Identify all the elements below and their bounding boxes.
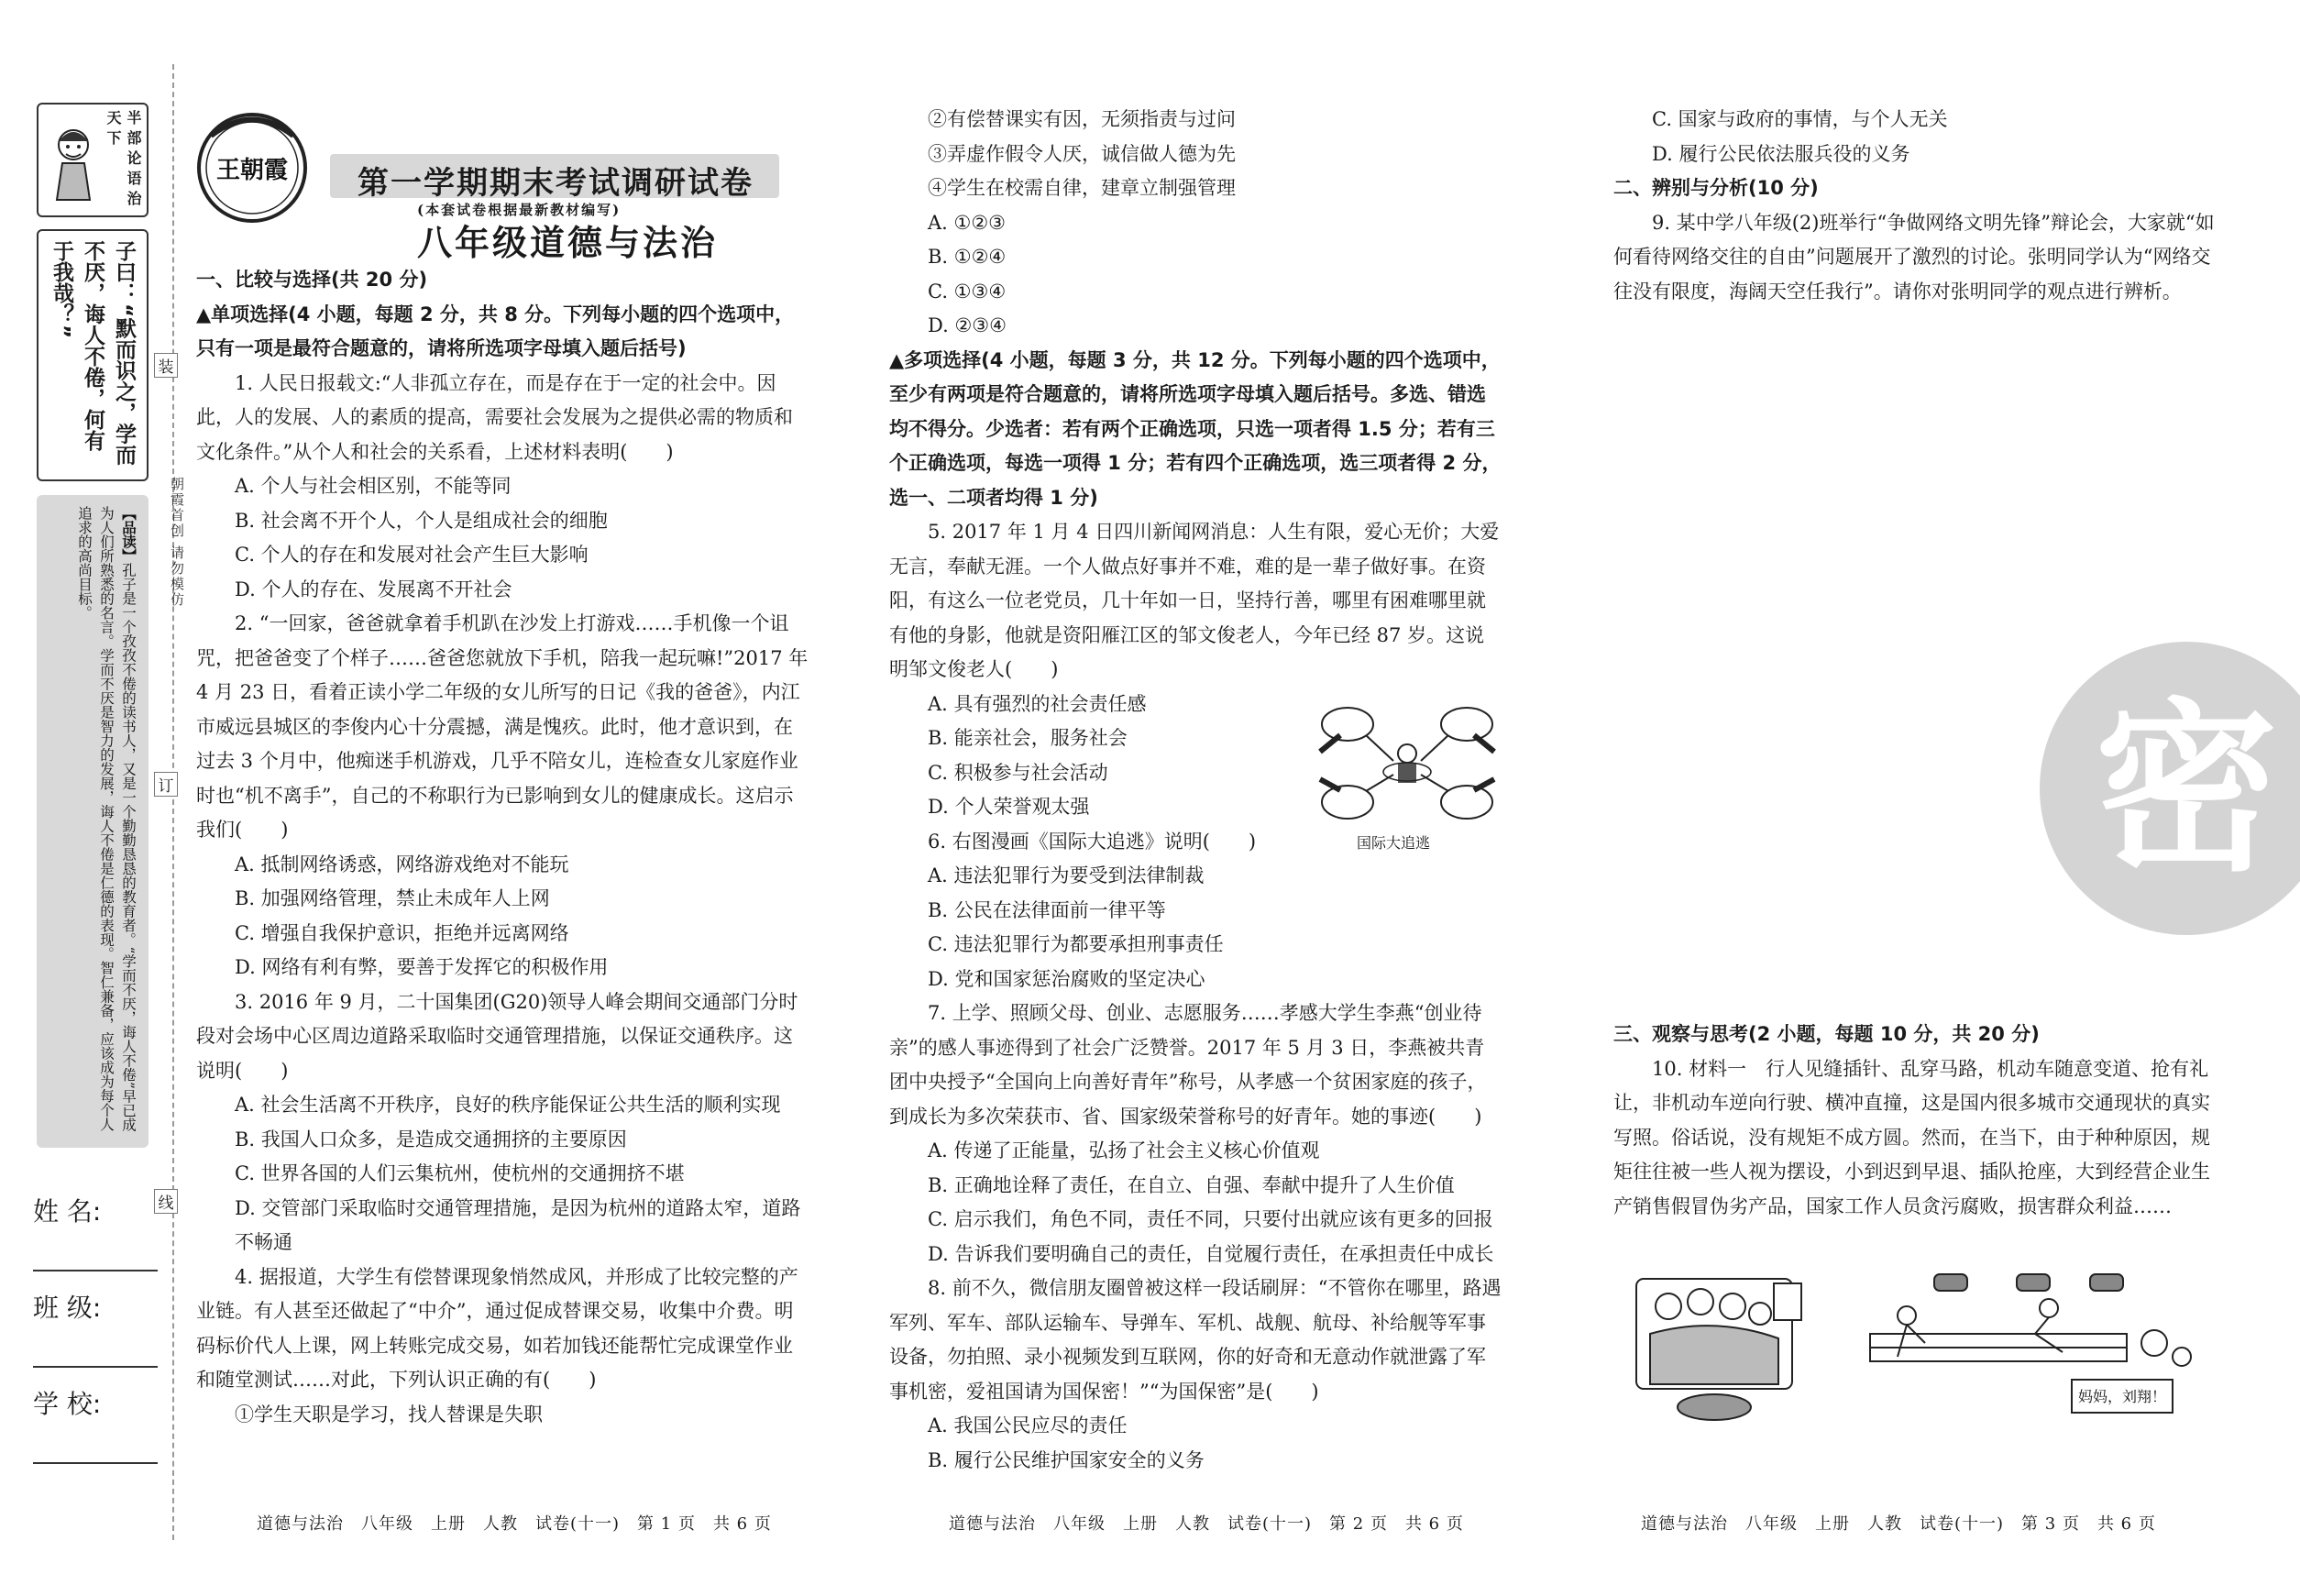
col3b-line-1: 10. 材料一 行人见缝插针、乱穿马路，机动车随意变道、抢有礼让，非机动车逆向行驶、横冲直撞，这是国内很多城市交通现状的真实写照。俗话说，没有规矩不成方圆。然而，在当下，由于种种原因，规矩往往被一些人视为摆设，小到迟到早退、插队抢座，大到经营企业生产销售假冒伪劣产品，国家工作人员贪污腐败，损害群众利益…… (1613, 1057, 2210, 1217)
col1-line-2: 1. 人民日报载文:“人非孤立存在，而是存在于一定的社会中。因此，人的发展、人的素质的提高，需要社会发展为之提供必需的物质和文化条件。”从个人和社会的关系看，上述材料表明( ) (196, 371, 793, 463)
col1-line-18: ①学生天职是学习，找人替课是失职 (235, 1403, 543, 1425)
confucius-icon (50, 123, 97, 202)
pindu-text: 孔子是一个孜孜不倦的读书人，又是一个勤勤恳恳的教育者。“学而不厌，诲人不倦”早已成为人们所熟悉的名言。学而不厌是智力的发展，诲人不倦是仁德的表现。智仁兼备，应该成为每个人追求的高尚目标。 (76, 506, 137, 1132)
col1-line-12: 3. 2016 年 9 月，二十国集团(G20)领导人峰会期间交通部门分时段对会场中心区周边道路采取临时交通管理措施，以保证交通秩序。这说明( ) (196, 990, 798, 1082)
col2b-line-0: ▲多项选择(4 小题，每题 3 分，共 12 分。下列每小题的四个选项中，至少有两项是符合题意的，请将所选项字母填入题后括号。多选、错选均不得分。少选者：若有两个正确选项，只选一项者得 1.5 分；若有三个正确选项，每选一项得 1 分；若有四个正确选项，选三项者得 2 分，选一、二项者均得 1 分) (889, 348, 1502, 509)
q4-option-b: B. ①②④ (928, 246, 1007, 268)
q4-option-c: C. ①③④ (928, 280, 1007, 303)
multi-choice-section (889, 344, 1502, 688)
col2a-line-2: ④学生在校需自律，建章立制强管理 (928, 177, 1236, 199)
q4-option-a: A. ①②③ (928, 211, 1006, 234)
col1-line-11: D. 网络有利有弊，要善于发挥它的积极作用 (235, 956, 609, 978)
seal-char-xian: 线 (154, 1189, 178, 1214)
q5-option-c: C. 积极参与社会活动 (928, 761, 1108, 784)
traffic-comic (1632, 1270, 2209, 1425)
col2a-line-1: ③弄虚作假令人厌，诚信做人德为先 (928, 142, 1236, 165)
col2d-line-6: A. 我国公民应尽的责任 (928, 1414, 1128, 1436)
col1-line-1: ▲单项选择(4 小题，每题 2 分，共 8 分。下列每小题的四个选项中，只有一项是最符合题意的，请将所选项字母填入题后括号) (196, 303, 795, 359)
col1-line-7: 2. “一回家，爸爸就拿着手机趴在沙发上打游戏……手机像一个诅咒，把爸爸变了个样子……爸爸您就放下手机，陪我一起玩嘛!”2017 年 4 月 23 日，看着正读小学二年级的女儿所写的日记《我的爸爸》，内江市威远县城区的李俊内心十分震撼，满是愧疚。此时，他才意识到，在过去 3 个月中，他痴迷手机游戏，几乎不陪女儿，连检查女儿家庭作业时也“机不离手”，自己的不称职行为已影响到女儿的健康成长。这启示我们( ) (196, 612, 809, 841)
col2c-line-0: 6. 右图漫画《国际大追逃》说明( ) (928, 830, 1257, 853)
brand-logo (193, 108, 312, 227)
exam-title: 第一学期期末考试调研试卷 (358, 165, 754, 202)
col1-line-6: D. 个人的存在、发展离不开社会 (235, 578, 512, 600)
col2c-line-3: C. 违法犯罪行为都要承担刑事责任 (928, 933, 1224, 955)
col3a-line-3: 9. 某中学八年级(2)班举行“争做网络文明先锋”辩论会，大家就“如何看待网络交往的自由”问题展开了激烈的讨论。张明同学认为“网络交往没有限度，海阔天空任我行”。请你对张明同学的观点进行辨析。 (1613, 211, 2215, 303)
col1-line-10: C. 增强自我保护意识，拒绝并远离网络 (235, 921, 569, 944)
pindu-label: 【品读】 (120, 506, 138, 563)
cartoon-international-pursuit (1311, 697, 1503, 834)
col2d-line-2: B. 正确地诠释了责任，在自立、自强、奉献中提升了人生价值 (928, 1173, 1455, 1196)
q5-option-d: D. 个人荣誉观太强 (928, 796, 1090, 818)
copyright-note: 朝霞首创 请勿模仿 (169, 477, 185, 608)
seal-char-zhuang: 装 (154, 353, 178, 378)
q4-statements (889, 103, 1502, 206)
col1-line-16: D. 交管部门采取临时交通管理措施，是因为杭州的道路太窄，道路不畅通 (235, 1196, 801, 1253)
col2d-line-7: B. 履行公民维护国家安全的义务 (928, 1448, 1205, 1471)
col1-line-8: A. 抵制网络诱惑，网络游戏绝对不能玩 (235, 853, 569, 875)
watermark-char: 密 (2094, 683, 2279, 897)
q4-option-d: D. ②③④ (928, 314, 1007, 336)
sidebar-banner (37, 103, 149, 217)
col2d-line-5: 8. 前不久，微信朋友圈曾被这样一段话刷屏：“不管你在哪里，路遇军列、军车、部队运输车、导弹车、军机、战舰、航母、补给舰等军事设备，勿拍照、录小视频发到互联网，你的好奇和无意动作就泄露了军事机密，爱祖国请为国保密！”“为国保密”是( ) (889, 1277, 1502, 1403)
col1-line-9: B. 加强网络管理，禁止未成年人上网 (235, 887, 550, 909)
footer-page-3: 道德与法治 八年级 上册 人教 试卷(十一) 第 3 页 共 6 页 (1641, 1514, 2156, 1534)
page3-bottom-column (1613, 1018, 2226, 1224)
sidebar-pindu (37, 495, 149, 1148)
class-line (33, 1366, 158, 1368)
q5-option-a: A. 具有强烈的社会责任感 (928, 692, 1147, 715)
col2c-line-1: A. 违法犯罪行为要受到法律制裁 (928, 864, 1205, 886)
subject-title: 八年级道德与法治 (417, 223, 719, 263)
footer-page-2: 道德与法治 八年级 上册 人教 试卷(十一) 第 2 页 共 6 页 (949, 1514, 1464, 1534)
page3-top-column (1613, 103, 2226, 309)
col2d-line-0: 7. 上学、照顾父母、创业、志愿服务……孝感大学生李燕“创业待亲”的感人事迹得到了社会广泛赞誉。2017 年 5 月 3 日，李燕被共青团中央授予“全国向上向善好青年”称号，从孝感一个贫困家庭的孩子，到成长为多次荣获市、省、国家级荣誉称号的好青年。她的事迹( ) (889, 1002, 1487, 1128)
binding-line (172, 64, 174, 1540)
logo-text: 王朝霞 (215, 157, 289, 184)
col2c-line-2: B. 公民在法律面前一律平等 (928, 898, 1166, 921)
col1-line-17: 4. 据报道，大学生有偿替课现象悄然成风，并形成了比较完整的产业链。有人甚至还做起了“中介”，通过促成替课交易，收集中介费。明码标价代人上课，网上转账完成交易，如若加钱还能帮忙完成课堂作业和随堂测试……对此，下列认识正确的有( ) (196, 1265, 798, 1391)
page1-column (196, 263, 809, 1432)
col2d-line-3: C. 启示我们，角色不同，责任不同，只要付出就应该有更多的回报 (928, 1208, 1493, 1230)
col1-line-15: C. 世界各国的人们云集杭州，使杭州的交通拥挤不堪 (235, 1162, 685, 1184)
q4-options-row1 (889, 206, 1502, 275)
q7-q8-block (889, 996, 1502, 1478)
col2d-line-1: A. 传递了正能量，弘扬了社会主义核心价值观 (928, 1139, 1320, 1161)
col2b-line-1: 5. 2017 年 1 月 4 日四川新闻网消息：人生有限，爱心无价；大爱无言，奉献无涯。一个人做点好事并不难，难的是一辈子做好事。在资阳，有这么一位老党员，几十年如一日，坚持行善，哪里有困难哪里就有他的身影，他就是资阳雁江区的邹文俊老人，今年已经 87 岁。这说明邹文俊老人( ) (889, 521, 1500, 680)
cartoon-caption: 国际大追逃 (1357, 834, 1431, 852)
seal-char-ding: 订 (154, 772, 178, 797)
col3a-line-0: C. 国家与政府的事情，与个人无关 (1652, 108, 1948, 130)
col3a-line-2: 二、辨别与分析(10 分) (1613, 177, 1819, 199)
col1-line-5: C. 个人的存在和发展对社会产生巨大影响 (235, 544, 589, 566)
confidential-watermark (2030, 633, 2300, 944)
footer-page-1: 道德与法治 八年级 上册 人教 试卷(十一) 第 1 页 共 6 页 (257, 1514, 772, 1534)
col3b-line-0: 三、观察与思考(2 小题，每题 10 分，共 20 分) (1613, 1023, 2040, 1045)
col3a-line-1: D. 履行公民依法服兵役的义务 (1652, 142, 1910, 165)
sidebar-quote: 子曰：“默而识之，学而不厌，诲人不倦，何有于我哉？” (37, 229, 149, 481)
q5-option-b: B. 能亲社会，服务社会 (928, 727, 1128, 749)
col2c-line-4: D. 党和国家惩治腐败的坚定决心 (928, 967, 1205, 990)
class-label: 班 级: (33, 1293, 102, 1323)
col2a-line-0: ②有偿替课实有因，无须指责与过问 (928, 108, 1236, 130)
school-label: 学 校: (33, 1389, 102, 1419)
school-line (33, 1462, 158, 1464)
col1-line-3: A. 个人与社会相区别，不能等同 (235, 475, 512, 497)
col1-line-14: B. 我国人口众多，是造成交通拥挤的主要原因 (235, 1128, 627, 1150)
name-line (33, 1270, 158, 1271)
q6-block (889, 825, 1274, 997)
name-label: 姓 名: (33, 1196, 102, 1227)
q4-options-row2 (889, 275, 1502, 344)
banner-text: 半部论语治天下 (105, 110, 142, 211)
col1-line-13: A. 社会生活离不开秩序，良好的秩序能保证公共生活的顺利实现 (235, 1094, 781, 1116)
comic-caption: 妈妈，刘翔！ (2077, 1388, 2167, 1405)
edition-note: (本套试卷根据最新教材编写) (417, 202, 622, 218)
col1-line-4: B. 社会离不开个人，个人是组成社会的细胞 (235, 509, 608, 532)
col1-line-0: 一、比较与选择(共 20 分) (196, 269, 428, 291)
col2d-line-4: D. 告诉我们要明确自己的责任，自觉履行责任，在承担责任中成长 (928, 1242, 1494, 1265)
